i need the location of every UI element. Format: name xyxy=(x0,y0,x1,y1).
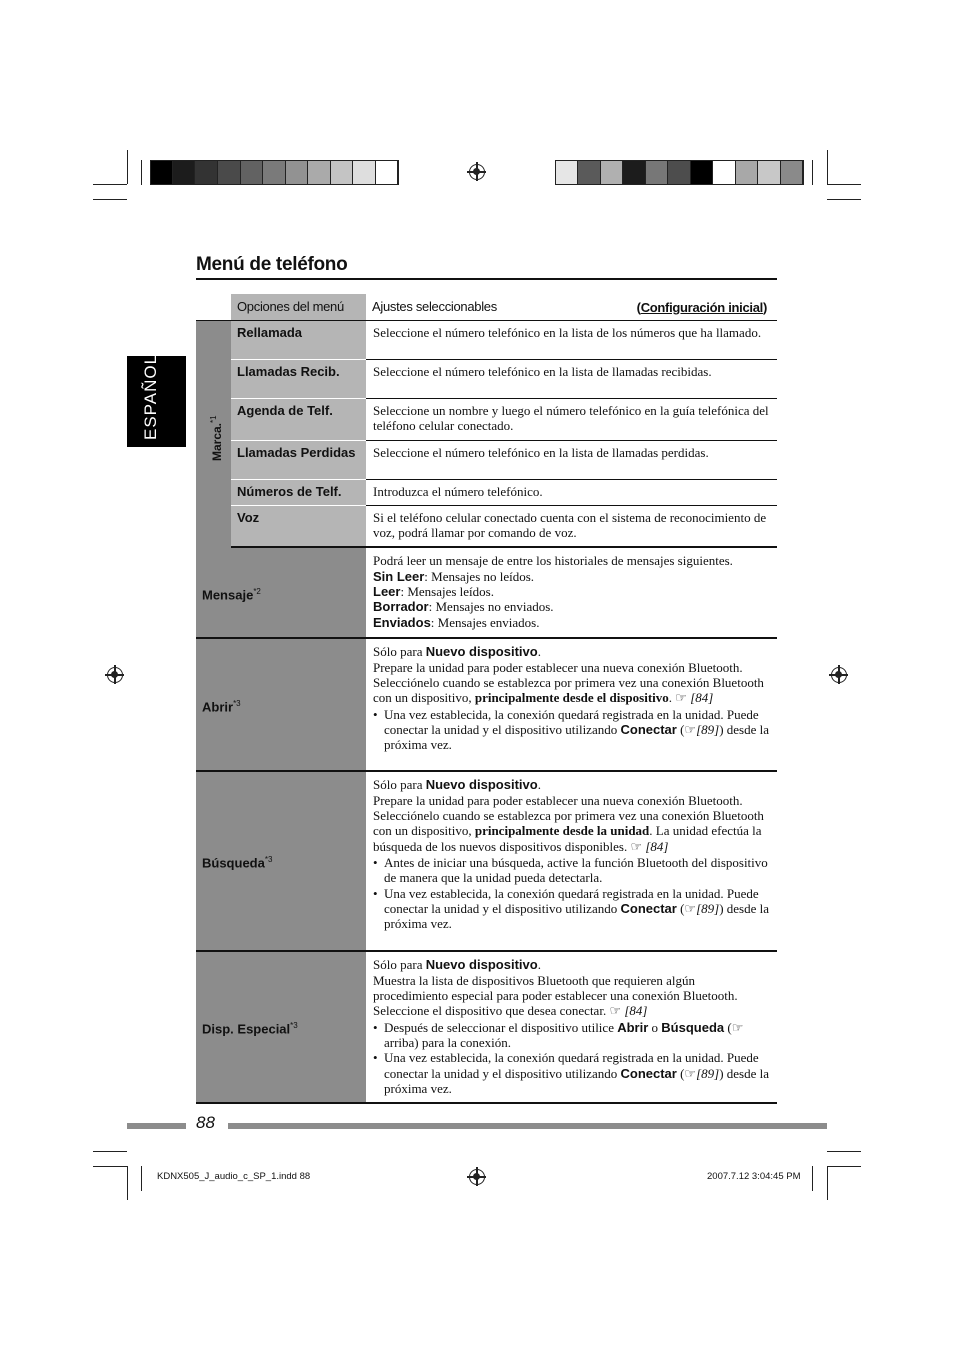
table-header xyxy=(196,294,777,321)
table-row xyxy=(196,638,777,771)
option-rellamada: Rellamada xyxy=(231,321,366,360)
marca-label: Marca.$^{*1}$ xyxy=(209,415,224,461)
registration-mark-icon xyxy=(469,164,485,180)
marca-group-cell xyxy=(196,321,231,548)
setting-llamadas-perdidas: Seleccione el número telefónico en la lista de llamadas perdidas. xyxy=(366,440,777,479)
table-row xyxy=(196,399,777,441)
table-row xyxy=(196,951,777,1103)
option-numeros: Números de Telf. xyxy=(231,479,366,505)
option-busqueda: Búsqueda$^{*3}$ xyxy=(196,771,366,951)
option-abrir: Abrir$^{*3}$ xyxy=(196,638,366,771)
option-agenda: Agenda de Telf. xyxy=(231,399,366,441)
registration-mark-icon xyxy=(469,1169,485,1185)
header-settings xyxy=(366,294,777,321)
table-row xyxy=(196,505,777,547)
slug-file-info: KDNX505_J_audio_c_SP_1.indd 88 xyxy=(157,1171,311,1182)
table-row xyxy=(196,771,777,951)
setting-llamadas-recib: Seleccione el número telefónico en la lista de llamadas recibidas. xyxy=(366,360,777,399)
setting-voz: Si el teléfono celular conectado cuenta con el sistema de reconocimiento de voz, podrá llamar por comando de voz. xyxy=(366,505,777,547)
option-mensaje: Mensaje$^{*2}$ xyxy=(196,547,366,638)
option-llamadas-recib: Llamadas Recib. xyxy=(231,360,366,399)
setting-rellamada: Seleccione el número telefónico en la lista de los números que ha llamado. xyxy=(366,321,777,360)
setting-mensaje: Podrá leer un mensaje de entre los historiales de mensajes siguientes. Sin Leer: Mensajes no leídos. Leer: Mensajes leídos. Borrador: Mensajes no enviados. Enviados: Mensajes enviados. xyxy=(366,547,777,638)
table-row xyxy=(196,479,777,505)
title-rule xyxy=(196,278,777,280)
footer-rule-left xyxy=(127,1123,186,1129)
language-tab xyxy=(127,353,186,447)
option-disp-especial: Disp. Especial$^{*3}$ xyxy=(196,951,366,1103)
table-row xyxy=(196,360,777,399)
page-title: Menú de teléfono xyxy=(196,254,348,275)
slug-date-info: 2007.7.12 3:04:45 PM xyxy=(707,1171,801,1182)
header-blank xyxy=(196,294,231,321)
language-tab-label: ESPAÑOL xyxy=(141,353,160,440)
table-row xyxy=(196,321,777,360)
footer-rule-right xyxy=(228,1123,827,1129)
phone-menu-table xyxy=(196,294,777,1104)
setting-busqueda: Sólo para Nuevo dispositivo. Prepare la unidad para poder establecer una nueva conexión Bluetooth. Selecciónelo cuando se establezca por primera vez una conexión Bluetooth con un dispositivo, principalmente desde la unidad. La unidad efectúa la búsqueda de los nuevos dispositivos disponibles. ☞ [84] • Antes de iniciar una búsqueda, active la función Bluetooth del dispositivo de manera que la unidad pueda detectarla. • Una vez establecida, la conexión quedará registrada en la unidad. Puede conectar la unidad y el dispositivo utilizando Conectar (☞[89]) desde la próxima vez. xyxy=(366,771,777,951)
table-row xyxy=(196,440,777,479)
setting-agenda: Seleccione un nombre y luego el número telefónico en la guía telefónica del teléfono celular conectado. xyxy=(366,399,777,441)
registration-mark-icon xyxy=(831,667,847,683)
header-settings-label: Ajustes seleccionables xyxy=(372,299,497,315)
table-row xyxy=(196,547,777,638)
setting-numeros: Introduzca el número telefónico. xyxy=(366,479,777,505)
registration-mark-icon xyxy=(107,667,123,683)
option-voz: Voz xyxy=(231,505,366,547)
setting-abrir: Sólo para Nuevo dispositivo. Prepare la unidad para poder establecer una nueva conexión Bluetooth. Selecciónelo cuando se establezca por primera vez una conexión Bluetooth con un dispositivo, principalmente desde el dispositivo. ☞ [84] • Una vez establecida, la conexión quedará registrada en la unidad. Puede conectar la unidad y el dispositivo utilizando Conectar (☞[89]) desde la próxima vez. xyxy=(366,638,777,771)
page-number: 88 xyxy=(196,1113,215,1132)
option-llamadas-perdidas: Llamadas Perdidas xyxy=(231,440,366,479)
header-options: Opciones del menú xyxy=(231,294,366,321)
setting-disp-especial: Sólo para Nuevo dispositivo. Muestra la lista de dispositivos Bluetooth que requieren algún procedimiento especial para poder establecer una conexión Bluetooth. Seleccione el dispositivo que desea conectar. ☞ [84] • Después de seleccionar el dispositivo utilice Abrir o Búsqueda (☞ arriba) para la conexión. • Una vez establecida, la conexión quedará registrada en la unidad. Puede conectar la unidad y el dispositivo utilizando Conectar (☞[89]) desde la próxima vez. xyxy=(366,951,777,1103)
header-initial-setting: (Configuración inicial) xyxy=(636,300,767,315)
